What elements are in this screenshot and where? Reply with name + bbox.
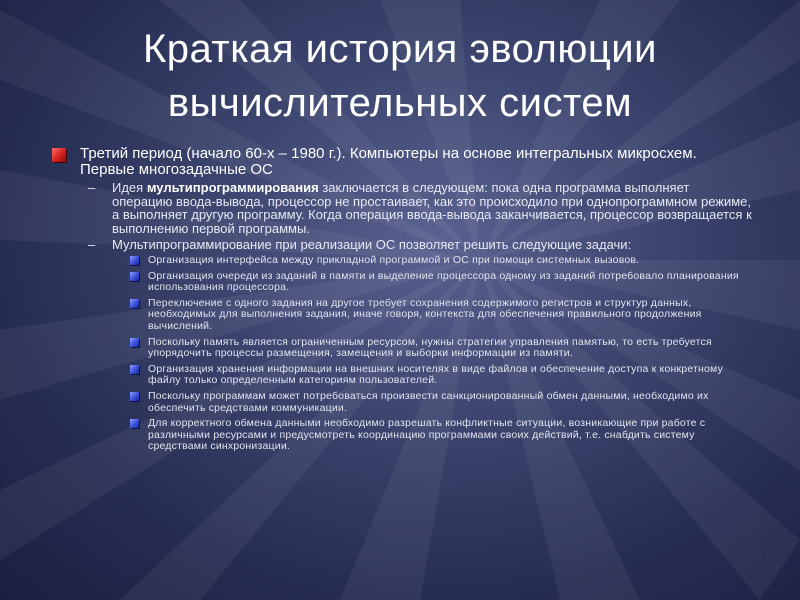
- task-text: Организация хранения информации на внешних носителях в виде файлов и обеспечение доступа к конкретному файлу только определенным категориям пользователей.: [148, 362, 724, 387]
- slide-content: [52, 146, 752, 457]
- sub-point-multiprogramming-idea: [88, 181, 752, 235]
- dash-bullet-icon: –: [88, 237, 96, 253]
- blue-square-bullet-icon: [130, 299, 139, 308]
- sub-point-1-after: заключается в следующем: пока одна программа выполняет операцию ввода-вывода, процессор не простаивает, как это происходило при однопрограммном режиме, а выполняет другую программу. Когда операция ввода-вывода заканчивается, процессор возвращается к выполнению первой программы.: [112, 180, 752, 236]
- red-square-bullet-icon: [52, 148, 66, 162]
- sub-point-1-bold: мультипрограммирования: [146, 180, 319, 195]
- task-text: Организация интерфейса между прикладной программой и ОС при помощи системных вызовов.: [148, 253, 640, 266]
- task-text: Поскольку память является ограниченным ресурсом, нужны стратегии управления памятью, то есть требуется упорядочить процессы размещения, замещения и выборки информации из памяти.: [148, 335, 712, 360]
- blue-square-bullet-icon: [130, 365, 139, 374]
- main-point: [52, 146, 752, 178]
- blue-square-bullet-icon: [130, 256, 139, 265]
- list-item: [130, 298, 752, 333]
- list-item: [130, 364, 752, 387]
- blue-square-bullet-icon: [130, 272, 139, 281]
- sub-point-tasks: [88, 238, 752, 252]
- list-item: [130, 337, 752, 360]
- task-list: [88, 255, 752, 453]
- blue-square-bullet-icon: [130, 338, 139, 347]
- title-line-1: Краткая история эволюции: [143, 27, 657, 71]
- sub-point-2-text: Мультипрограммирование при реализации ОС позволяет решить следующие задачи:: [112, 237, 632, 253]
- blue-square-bullet-icon: [130, 392, 139, 401]
- list-item: [130, 255, 752, 267]
- task-text: Переключение с одного задания на другое требует сохранения содержимого регистров и структур данных, необходимых для выполнения задания, иначе говоря, контекста для обеспечения правильного продолжения вычислений.: [148, 296, 702, 332]
- task-text: Организация очереди из заданий в памяти и выделение процессора одному из заданий потребовало планирования использования процессора.: [148, 269, 739, 294]
- sub-point-1-before: Идея: [112, 180, 147, 195]
- main-point-text: Третий период (начало 60-х – 1980 г.). Компьютеры на основе интегральных микросхем. Первые многозадачные ОС: [80, 145, 697, 178]
- sub-points: [52, 181, 752, 453]
- title-line-2: вычислительных систем: [167, 81, 633, 125]
- dash-bullet-icon: –: [88, 180, 96, 195]
- slide-title: [0, 22, 800, 130]
- blue-square-bullet-icon: [130, 419, 139, 428]
- list-item: [130, 271, 752, 294]
- list-item: [130, 391, 752, 414]
- task-text: Для корректного обмена данными необходимо разрешать конфликтные ситуации, возникающие при работе с различными ресурсами и предусмотреть координацию программами своих действий, т.е. снабдить систему средствами синхронизации.: [148, 417, 706, 453]
- list-item: [130, 418, 752, 453]
- task-text: Поскольку программам может потребоваться произвести санкционированный обмен данными, необходимо их обеспечить средствами коммуникации.: [148, 389, 709, 414]
